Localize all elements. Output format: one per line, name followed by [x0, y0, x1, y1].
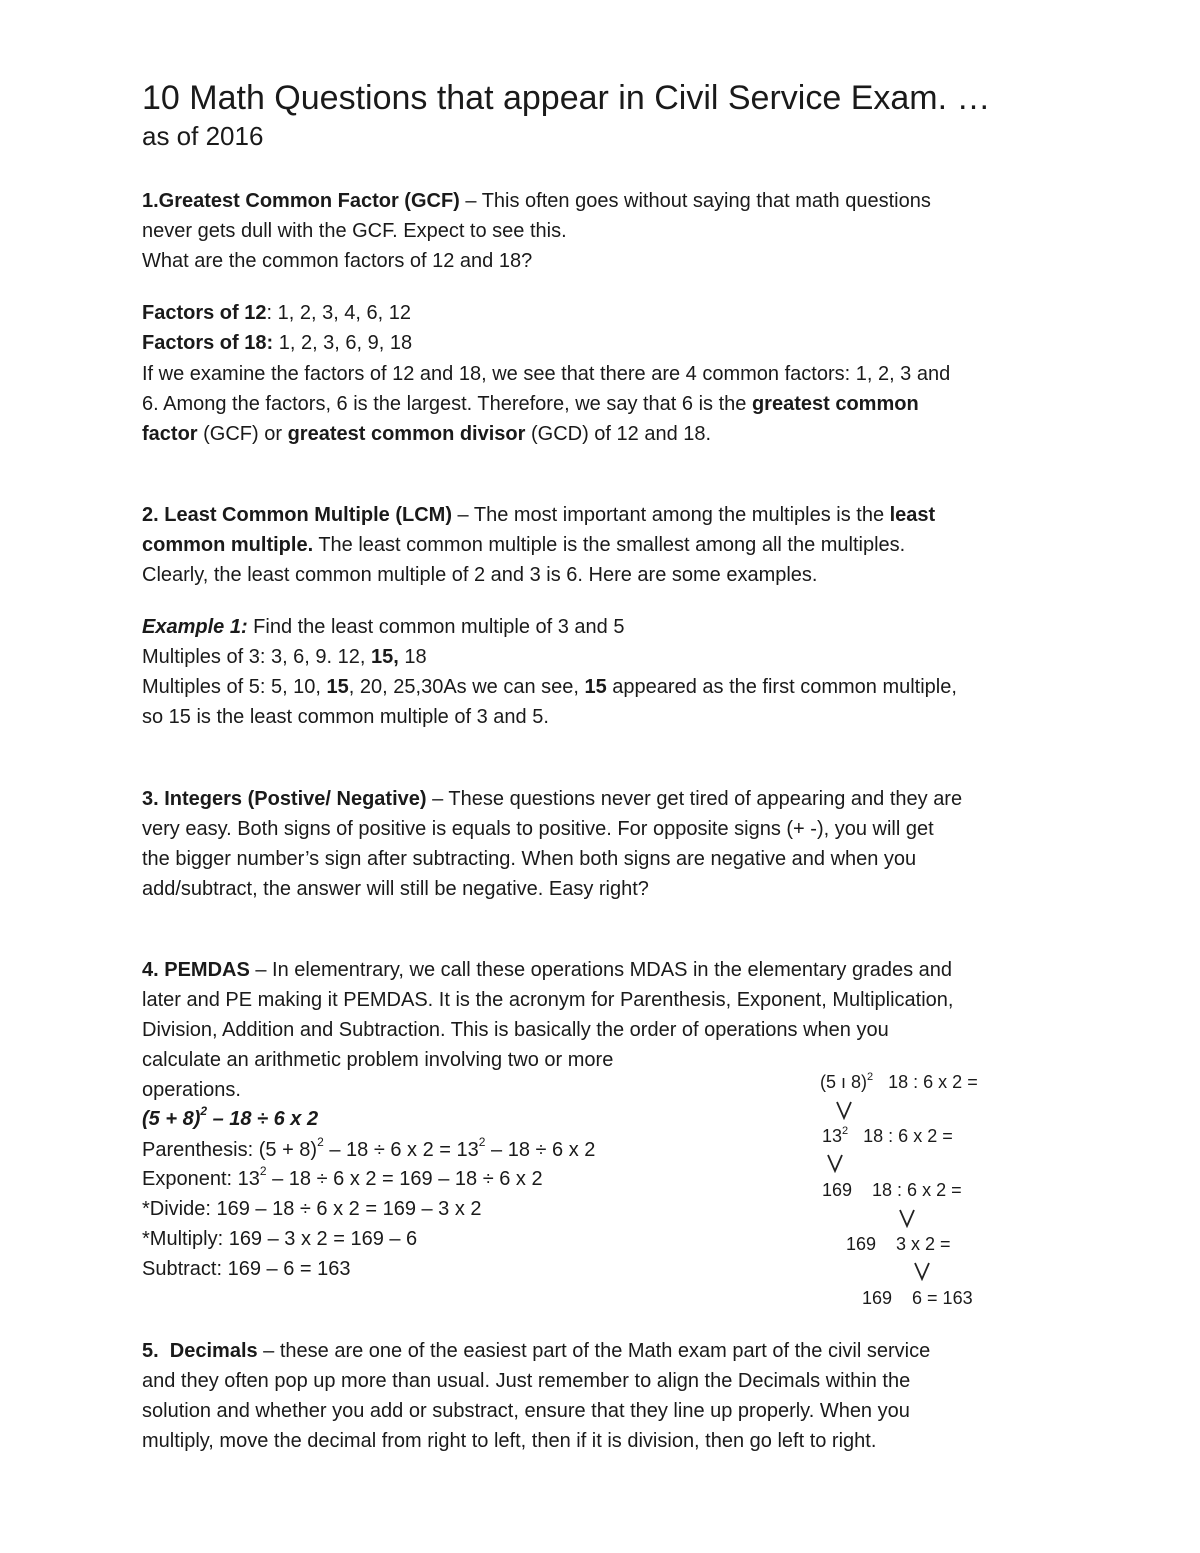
s2-line-3: Clearly, the least common multiple of 2 and 3 is 6. Here are some examples. — [142, 564, 818, 586]
document-subtitle: as of 2016 — [142, 121, 264, 151]
s1-question: What are the common factors of 12 and 18? — [142, 250, 533, 272]
s2-heading: 2. Least Common Multiple (LCM) — [142, 504, 452, 526]
s5-line-1 — [142, 1336, 930, 1366]
s3-line-1 — [142, 784, 962, 814]
s4-line-3: Division, Addition and Subtraction. This is basically the order of operations when you — [142, 1019, 889, 1041]
s3-l1: – These questions never get tired of appearing and they are — [426, 788, 963, 810]
s5-heading: 5. Decimals — [142, 1340, 258, 1362]
s2-m3c: 18 — [398, 646, 427, 668]
s2-conclusion: so 15 is the least common multiple of 3 and 5. — [142, 706, 549, 728]
s1-para-line-2 — [142, 389, 919, 419]
s1-line-2: never gets dull with the GCF. Expect to see this. — [142, 220, 567, 242]
s4-heading: 4. PEMDAS — [142, 959, 250, 981]
s4-exponent-step — [142, 1164, 543, 1194]
diagram-row-1 — [820, 1070, 978, 1094]
s4-line-1 — [142, 955, 952, 985]
s2-line-2 — [142, 530, 905, 560]
diagram-r1b: 18 : 6 x 2 = — [873, 1072, 978, 1092]
s2-example-text: Find the least common multiple of 3 and 5 — [247, 616, 625, 638]
s4-line-5: operations. — [142, 1079, 241, 1101]
document-title: 10 Math Questions that appear in Civil Service Exam. … — [142, 79, 991, 117]
diagram-r1exp: 2 — [867, 1071, 874, 1083]
s5-line-2: and they often pop up more than usual. Just remember to align the Decimals within the — [142, 1370, 911, 1392]
s4-expo-exp: 2 — [259, 1164, 267, 1179]
s1-para-line-3 — [142, 419, 711, 449]
s5-line-4: multiply, move the decimal from right to left, then if it is division, then go left to right. — [142, 1430, 877, 1452]
s1-factors-12 — [142, 298, 411, 328]
s4-paren-exp: 2 — [317, 1135, 324, 1150]
s1-f18-value: 1, 2, 3, 6, 9, 18 — [273, 332, 413, 354]
s2-example-label: Example 1: — [142, 616, 248, 638]
s4-parenthesis-step — [142, 1135, 595, 1165]
s1-f12-value: : 1, 2, 3, 4, 6, 12 — [266, 302, 412, 324]
s2-l2a: common multiple. — [142, 534, 314, 556]
s1-intro-a: – This often goes without saying that math questions — [459, 190, 931, 212]
s3-line-4: add/subtract, the answer will still be negative. Easy right? — [142, 878, 649, 900]
s2-l1b: least — [889, 504, 936, 526]
s2-m3b: 15, — [371, 646, 399, 668]
s2-multiples-3 — [142, 642, 427, 672]
s1-para-line-1: If we examine the factors of 12 and 18, we see that there are 4 common factors: 1, 2, 3 and — [142, 363, 951, 385]
s4-expo-a: Exponent: 13 — [142, 1168, 260, 1190]
s5-line-3: solution and whether you add or substract, ensure that they line up properly. When you — [142, 1400, 910, 1422]
s2-line-1 — [142, 500, 935, 530]
s1-factors-18 — [142, 328, 412, 358]
s1-line-1 — [142, 186, 931, 216]
s2-multiples-5 — [142, 672, 957, 702]
diagram-r2a: 13 — [822, 1126, 843, 1146]
s4-expr-exp: 2 — [200, 1104, 208, 1119]
s2-example — [142, 612, 624, 642]
s1-p-c2: (GCF) or — [197, 423, 288, 445]
s1-heading: 1.Greatest Common Factor (GCF) — [142, 190, 460, 212]
s4-multiply-step: *Multiply: 169 – 3 x 2 = 169 – 6 — [142, 1228, 418, 1250]
diagram-row-5: 169 6 = 163 — [862, 1288, 973, 1308]
s2-l1a: – The most important among the multiples is the — [452, 504, 890, 526]
diagram-r2exp: 2 — [842, 1125, 849, 1137]
s4-divide-step: *Divide: 169 – 18 ÷ 6 x 2 = 169 – 3 x 2 — [142, 1198, 482, 1220]
s1-p-c3: greatest common divisor — [287, 423, 526, 445]
chevron-down-icon — [826, 1153, 844, 1173]
chevron-down-icon — [835, 1100, 853, 1120]
s4-paren-c: – 18 ÷ 6 x 2 — [485, 1139, 596, 1161]
s2-m5c: , 20, 25,30As we can see, — [348, 676, 585, 698]
s3-line-2: very easy. Both signs of positive is equals to positive. For opposite signs (+ -), you will get — [142, 818, 934, 840]
s1-f18-label: Factors of 18: — [142, 332, 274, 354]
diagram-r2b: 18 : 6 x 2 = — [848, 1126, 953, 1146]
s2-m5d: 15 — [584, 676, 607, 698]
s2-m3a: Multiples of 3: 3, 6, 9. 12, — [142, 646, 372, 668]
s2-m5a: Multiples of 5: 5, 10, — [142, 676, 327, 698]
s4-subtract-step: Subtract: 169 – 6 = 163 — [142, 1258, 351, 1280]
s4-paren-a: Parenthesis: (5 + 8) — [142, 1139, 318, 1161]
s4-paren-exp2: 2 — [478, 1135, 486, 1150]
diagram-row-3: 169 18 : 6 x 2 = — [822, 1180, 962, 1200]
s4-line-4: calculate an arithmetic problem involving two or more — [142, 1049, 614, 1071]
s3-line-3: the bigger number’s sign after subtracting. When both signs are negative and when you — [142, 848, 917, 870]
s1-p-c1: factor — [142, 423, 198, 445]
s4-expression — [142, 1104, 318, 1134]
s4-l1: – In elementrary, we call these operations MDAS in the elementary grades and — [249, 959, 953, 981]
s1-p-b1: 6. Among the factors, 6 is the largest. Therefore, we say that 6 is the — [142, 393, 752, 415]
s4-expo-b: – 18 ÷ 6 x 2 = 169 – 18 ÷ 6 x 2 — [266, 1168, 543, 1190]
s4-expr-a: (5 + 8) — [142, 1108, 201, 1130]
s1-f12-label: Factors of 12 — [142, 302, 267, 324]
s2-m5b: 15 — [326, 676, 349, 698]
s2-l2b: The least common multiple is the smallest among all the multiples. — [313, 534, 906, 556]
diagram-row-2 — [822, 1124, 953, 1148]
chevron-down-icon — [913, 1261, 931, 1281]
s2-m5e: appeared as the first common multiple, — [606, 676, 957, 698]
s1-p-b2: greatest common — [751, 393, 919, 415]
s3-heading: 3. Integers (Postive/ Negative) — [142, 788, 427, 810]
chevron-down-icon — [898, 1208, 916, 1228]
diagram-r1a: (5 ı 8) — [820, 1072, 868, 1092]
s1-p-c4: (GCD) of 12 and 18. — [525, 423, 712, 445]
s4-line-2: later and PE making it PEMDAS. It is the acronym for Parenthesis, Exponent, Multiplication, — [142, 989, 954, 1011]
s4-paren-b: – 18 ÷ 6 x 2 = 13 — [323, 1139, 479, 1161]
diagram-row-4: 169 3 x 2 = — [846, 1234, 951, 1254]
s4-expr-b: – 18 ÷ 6 x 2 — [207, 1108, 319, 1130]
s5-l1: – these are one of the easiest part of the Math exam part of the civil service — [257, 1340, 931, 1362]
